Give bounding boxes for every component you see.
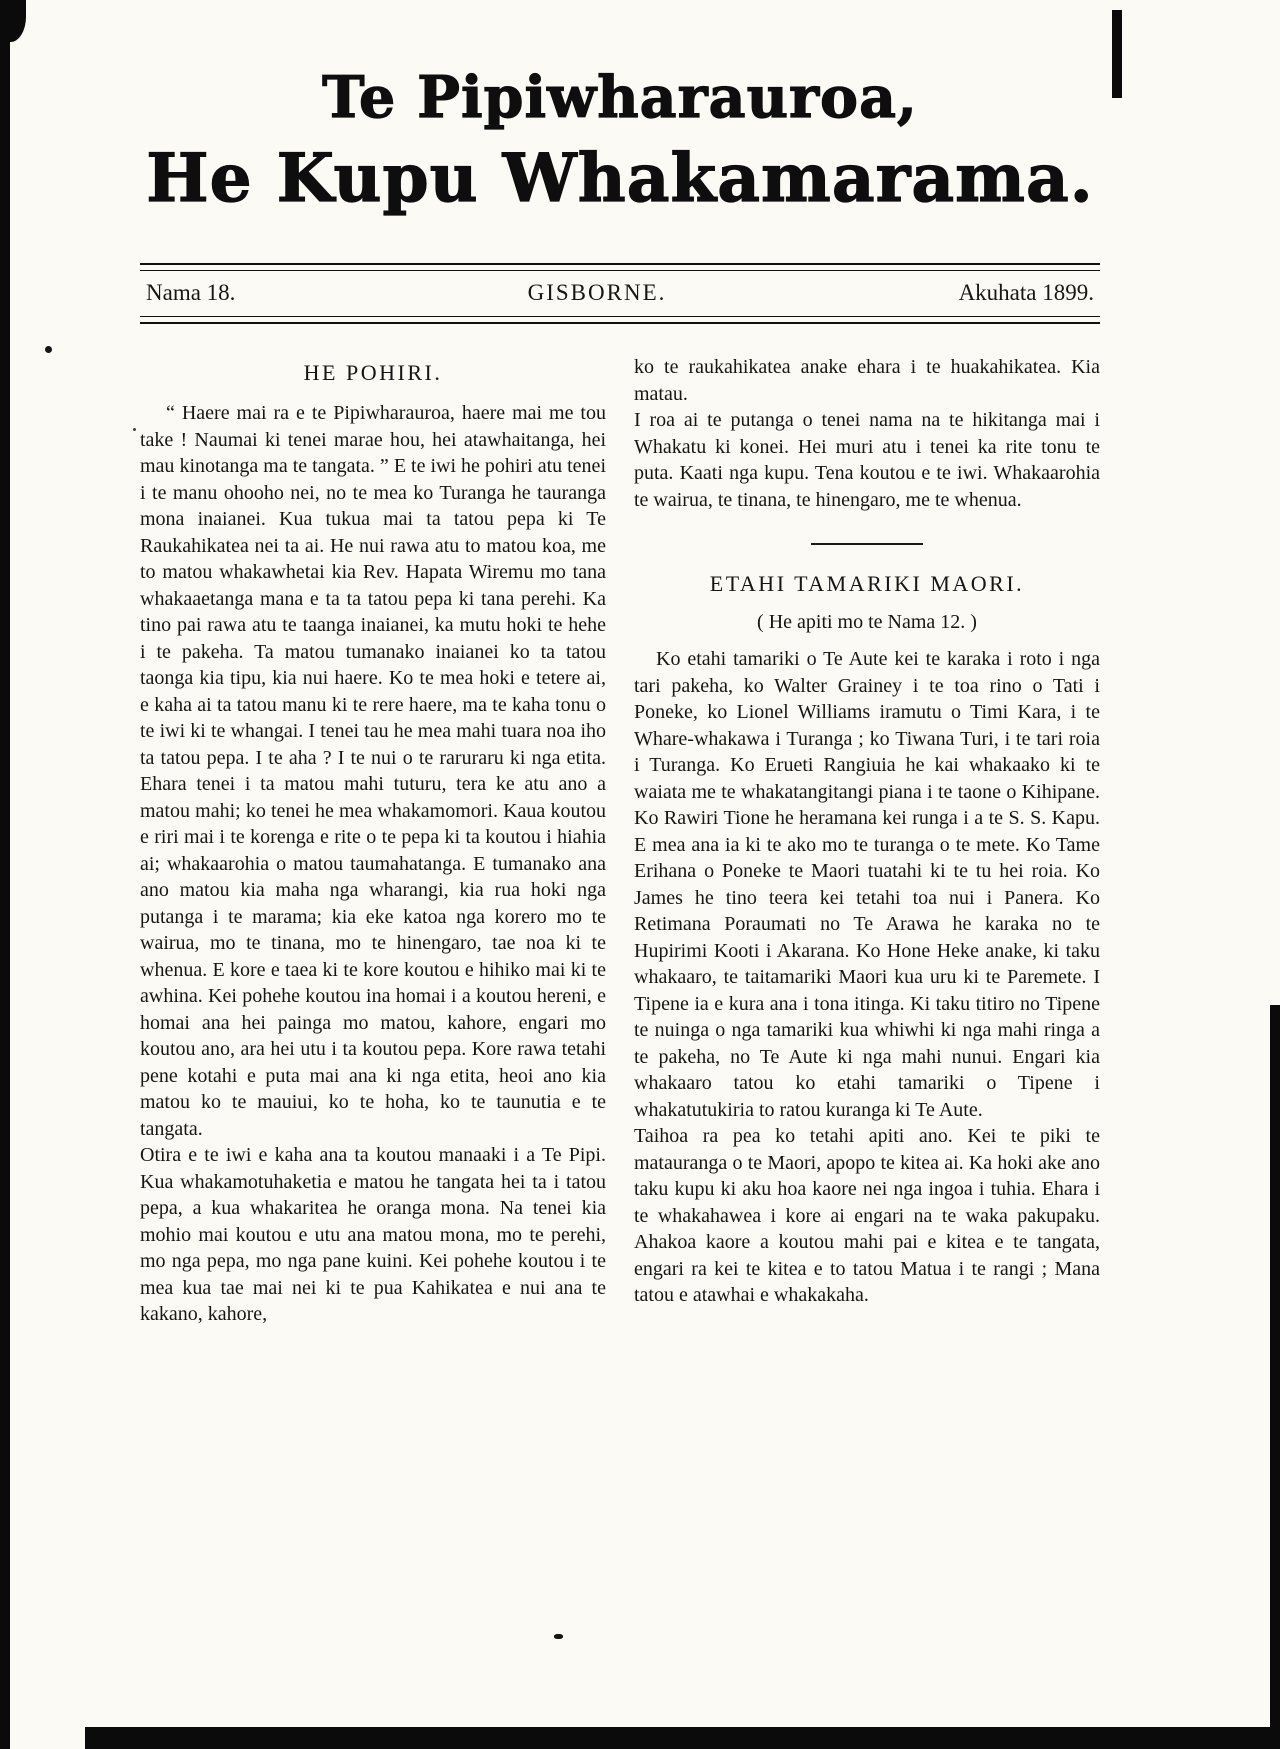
issue-date: Akuhata 1899. [958, 280, 1094, 306]
paragraph: I roa ai te putanga o tenei nama na te hikitanga mai i Whakatu ki konei. Hei muri atu i tenei ka rite tonu te puta. Kaati nga kupu. Tena koutou e te iwi. Whakaarohia te wairua, te tinana, te hinengaro, me te whenua. [634, 409, 1100, 511]
section-divider-rule [811, 543, 923, 545]
place-name: GISBORNE. [527, 280, 667, 306]
masthead [140, 64, 1100, 217]
article-heading-he-pohiri: HE POHIRI. [303, 360, 443, 386]
article-heading-etahi-tamariki: ETAHI TAMARIKI MAORI. [709, 571, 1025, 597]
paragraph: “ Haere mai ra e te Pipiwharauroa, haere mai me tou take ! Naumai ki tenei marae hou, hei atawhaitanga, hei mau kinotanga ma te tangata. ” E te iwi he pohiri atu tenei i te manu ohooho nei, no te mea ko Turanga he tauranga mona inaianei. Kua tukua mai ta tatou pepa ki Te Raukahikatea nei ta ai. He nui rawa atu to matou koa, me to matou whakawhetai kia Rev. Hapata Wiremu mo tana whakaaetanga mana e ta ta tatou pepa ki tana perehi. Ka tino pai rawa atu te taanga inaianei, ka mutu hoki te hehe i te pakeha. Ta matou tumanako inaianei ko ta tatou taonga kia tipu, kia nui haere. Ko te mea hoki e tetere ai, e kaha ai ta tatou manu ki te rere haere, ma te kaha tonu o te iwi ki te whangai. I tenei tau he mea mahi tuara noa iho ta tatou pepa. I te aha ? I te nui o te raruraru ki nga etita. Ehara tenei i ta matou mahi tuturu, tera ke atu ano a matou mahi; ko tenei he mea whakamomori. Kaua koutou e riri mai i te korenga e rite o te pepa ki ta koutou i hiahia ai; whakaarohia o matou taumahatanga. E tumanako ana ano matou kia maha nga wharangi, kia rua hoki nga putanga i te marama; kia eke katoa nga korero mo te wairua, mo te tinana, mo te hinengaro, tae noa ki te whenua. E kore e taea ki te kore koutou e hihiko mai ki te awhina. Kei pohehe koutou ina homai i a koutou hereni, e homai ana hei painga mo matou, kahore, engari mo koutou ano, ara hei utu i ta koutou pepa. Kore rawa tetahi pene kotahi e puta mai ana ki nga etita, heoi ano kia matou ko te mauiui, ko te hoha, ko te taunutia e te tangata. [140, 402, 606, 1140]
paragraph: ko te raukahikatea anake ehara i te huakahikatea. Kia matau. [634, 356, 1100, 405]
scan-bar-bottom [85, 1727, 1280, 1749]
article-body-he-pohiri [140, 400, 606, 1328]
scan-edge-left [0, 0, 10, 1749]
masthead-title-line2: He Kupu Whakamarama. [146, 138, 1094, 217]
dateline-rule-top [140, 263, 1100, 271]
left-column [140, 354, 606, 1328]
right-column [634, 354, 1100, 1328]
scan-edge-right [1270, 1005, 1280, 1749]
article-body-etahi-tamariki [634, 646, 1100, 1309]
article-subtitle: ( He apiti mo te Nama 12. ) [757, 611, 977, 634]
scan-mark-top-right [1112, 10, 1122, 98]
ink-speck [133, 428, 136, 431]
article-columns [140, 354, 1100, 1328]
paragraph: Ko etahi tamariki o Te Aute kei te karaka i roto i nga tari pakeha, ko Walter Grainey i te toa rino o Tati i Poneke, ko Lionel Williams iramutu o Timi Kara, i te Whare-whakawa i Turanga ; ko Tiwana Turi, i te tari roia i Turanga. Ko Erueti Rangiuia he kai whakaako ki te waiata me te whakatangitangi piana i te taone o Kihipane. Ko Rawiri Tione he heramana kei runga i a te S. S. Kapu. E mea ana ia ki te ako mo te turanga o te mete. Ko Tame Erihana o Poneke te Maori tuatahi ki te tu hei roia. Ko James he tino teera kei tetahi toa nui i Panera. Ko Retimana Poraumati no Te Arawa he karaka no te Hupirimi Kooti i Akarana. Ko Hone Heke anake, ki taku whakaaro, te taitamariki Maori kua uru ki te Paremete. I Tipene ia e kura ana i tona itinga. Ki taku titiro no Tipene te nuinga o nga tamariki kua whiwhi ki nga mahi ringa a te pakeha, no Te Aute ki nga mahi nunui. Engari kia whakaaro tatou ko etahi tamariki o Tipene i whakatutukiria to ratou kuranga ki Te Aute. [634, 648, 1100, 1121]
issue-number: Nama 18. [146, 280, 236, 306]
article-continuation [634, 354, 1100, 513]
page-content [140, 0, 1100, 1328]
paragraph: Otira e te iwi e kaha ana ta koutou manaaki i a Te Pipi. Kua whakamotuhaketia e matou he tangata hei ta i tatou pepa, a kua whakaritea he oranga mona. Na tenei kia mohio mai koutou e utu ana matou mona, mo te perehi, mo nga pepa, mo nga pane kuini. Kei pohehe koutou i te mea kua tae mai nei ki te pua Kahikatea e nui ana te kakano, kahore, [140, 1144, 606, 1326]
masthead-title-line1: Te Pipiwharauroa, [322, 64, 918, 131]
scan-corner-top-left [0, 0, 26, 42]
ink-speck [554, 1634, 563, 1639]
dateline-row [140, 271, 1100, 316]
paragraph: Taihoa ra pea ko tetahi apiti ano. Kei te piki te matauranga o te Maori, apopo te kitea ai. Ka hoki ake ano taku kupu ki aku hoa kaore nei nga ingoa i tuhia. Ehara i te whakahawea i kore ai engari na te waka pakupaku. Ahakoa kaore a koutou mahi pai e kitea e te tangata, engari ra kei te kitea e to tatou Matua i te rangi ; Mana tatou e atawhai e whakakaha. [634, 1125, 1100, 1307]
dateline-rule-bottom [140, 316, 1100, 324]
dateline [140, 263, 1100, 324]
ink-speck [45, 346, 52, 353]
